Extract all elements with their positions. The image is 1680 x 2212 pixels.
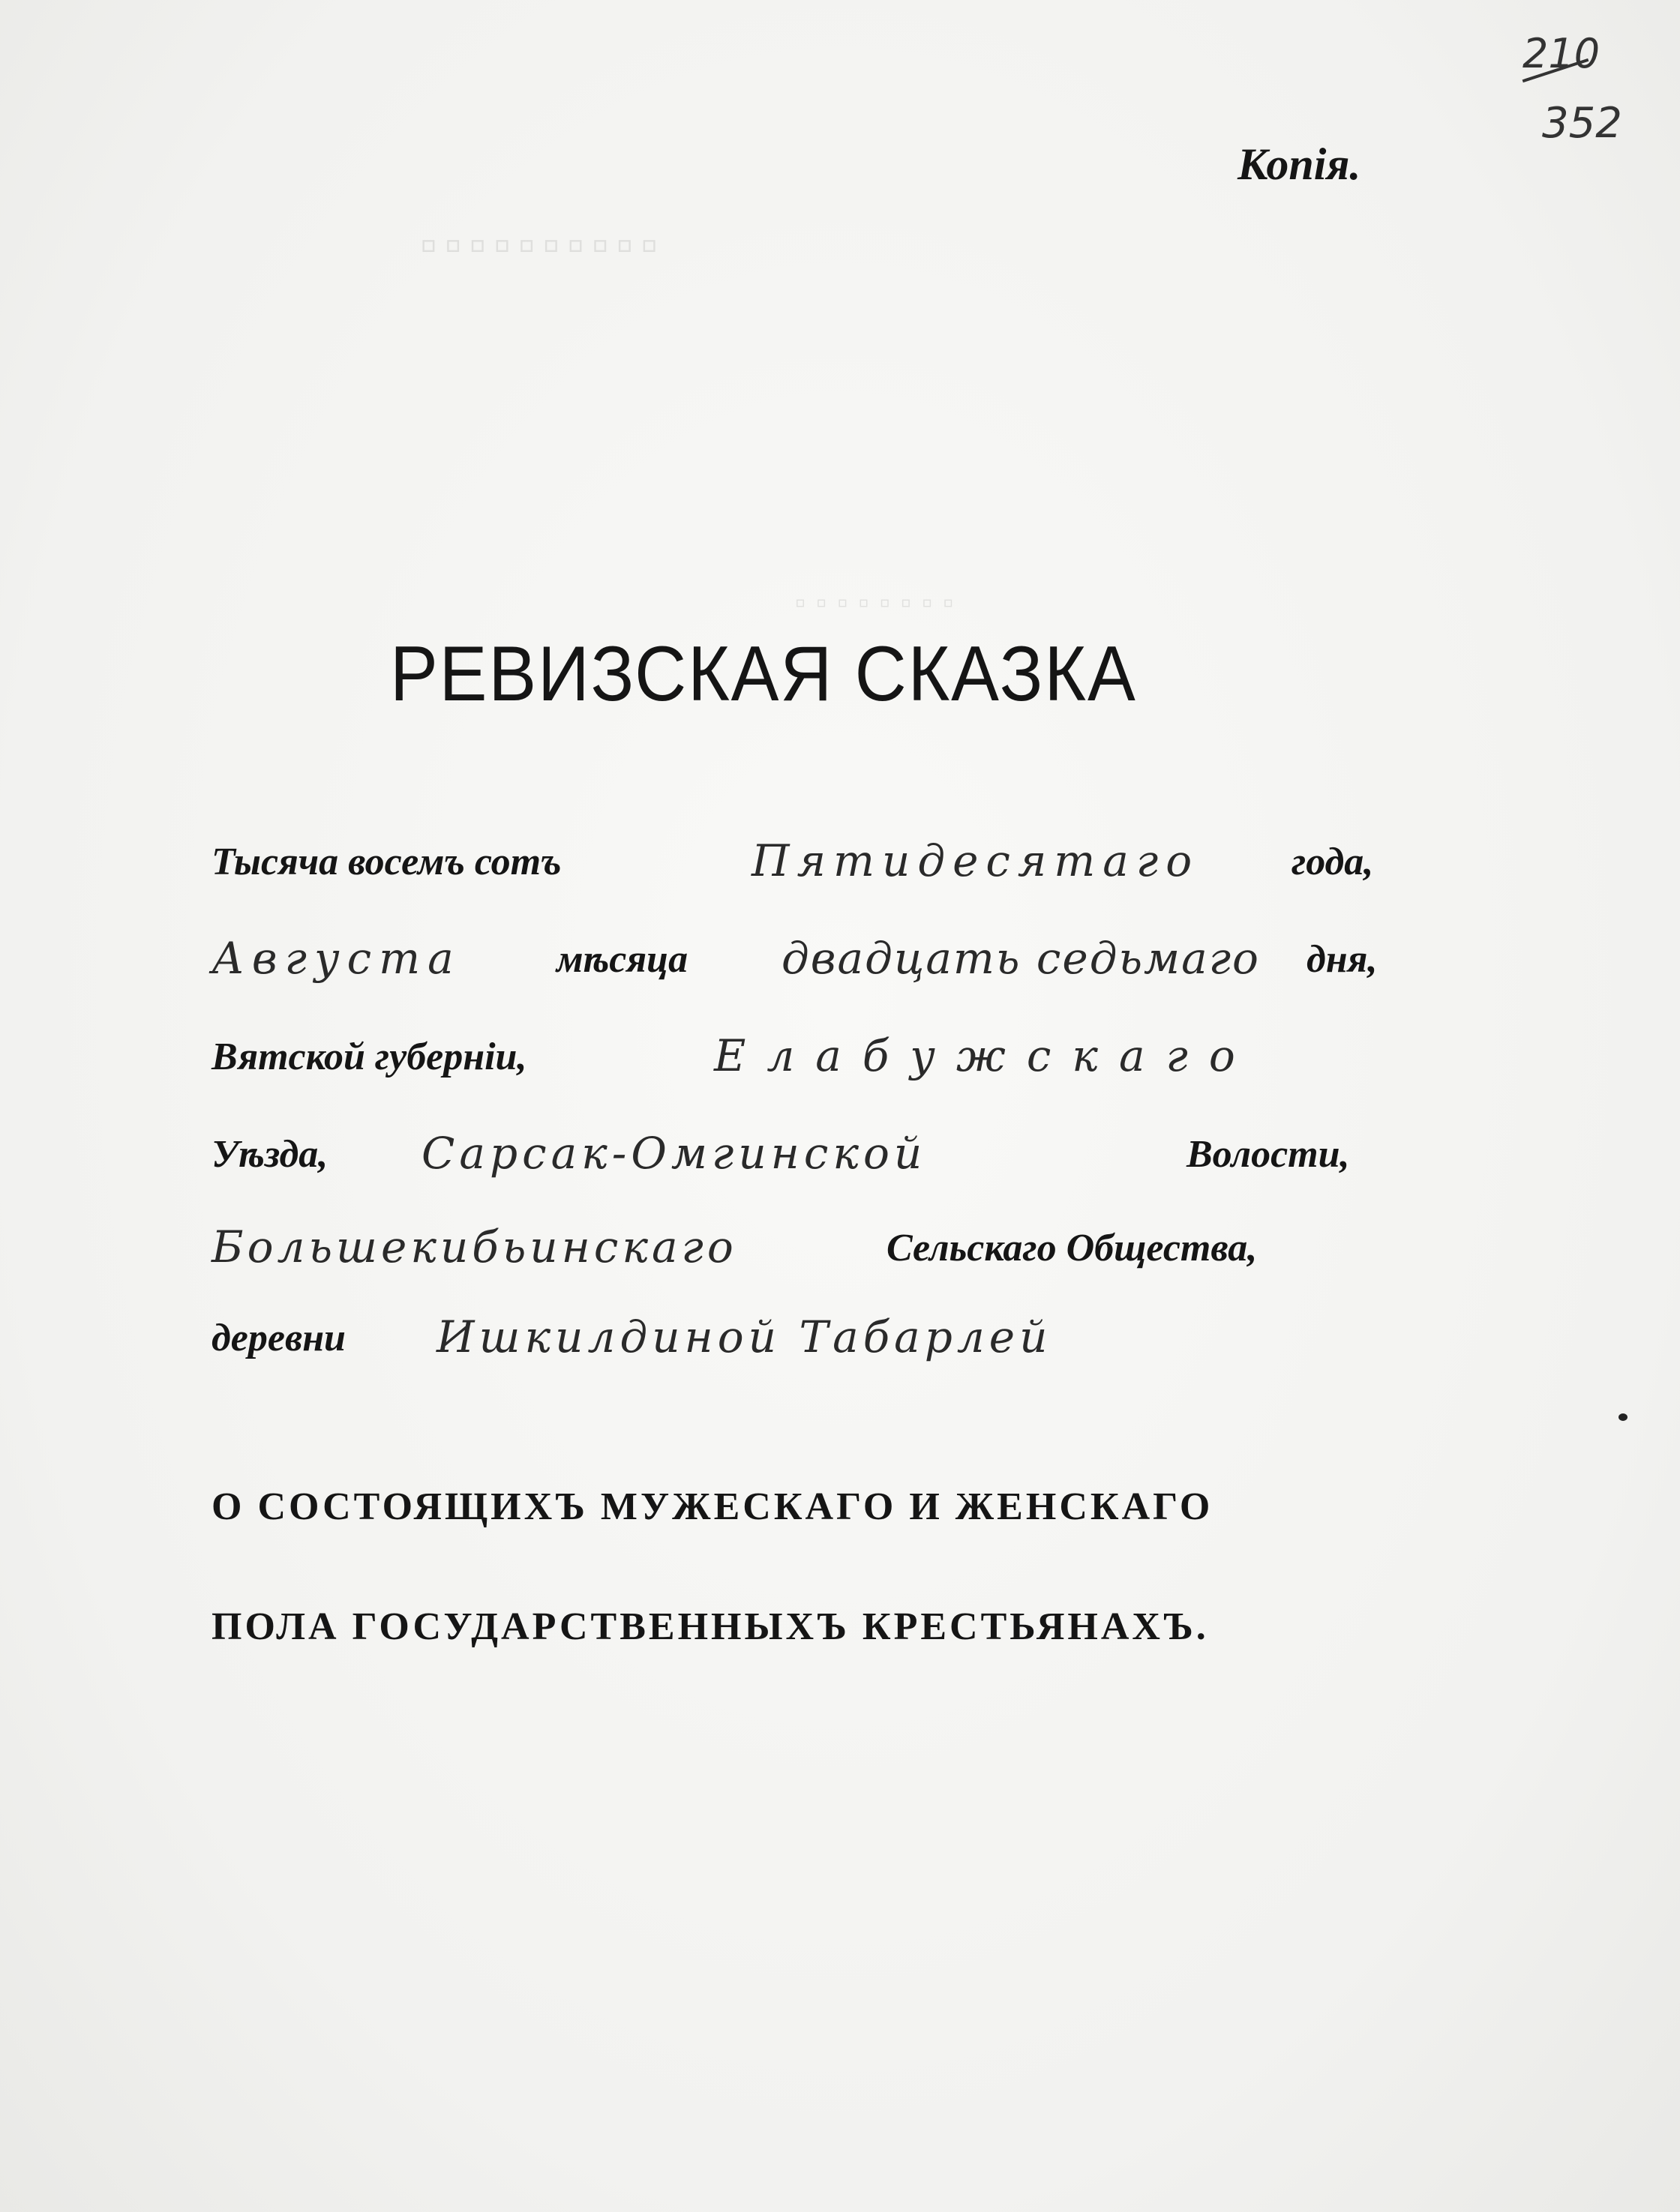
- bleed-through-texture: ▫▫▫▫▫▫▫▫▫▫: [420, 218, 665, 271]
- handwritten-district: Елабужскаго: [714, 1030, 1256, 1081]
- printed-text: Волости,: [1186, 1133, 1350, 1176]
- document-title: РЕВИЗСКАЯ СКАЗКА: [390, 631, 1137, 718]
- printed-text: Тысяча восемъ сотъ: [212, 841, 562, 883]
- printed-text: Уѣзда,: [212, 1133, 328, 1176]
- form-line-volost: [212, 1125, 1396, 1207]
- archive-page-number: [1515, 30, 1635, 165]
- form-line-province: [212, 1027, 1396, 1110]
- handwritten-year: Пятидесятаго: [752, 835, 1200, 886]
- subject-line-2: ПОЛА ГОСУДАРСТВЕННЫХЪ КРЕСТЬЯНАХЪ.: [212, 1605, 1209, 1648]
- form-line-year: [212, 832, 1396, 915]
- archive-number-old: 210: [1522, 30, 1600, 77]
- copy-label: Копія.: [1238, 139, 1361, 189]
- printed-text: года,: [1292, 841, 1374, 883]
- archive-number-new: 352: [1542, 99, 1622, 148]
- handwritten-village: Ишкилдиной Табарлей: [436, 1311, 1052, 1362]
- handwritten-day: двадцать седьмаго: [782, 933, 1260, 984]
- ink-speck: [1618, 1413, 1628, 1421]
- form-line-village: [212, 1308, 1396, 1391]
- form-line-society: [212, 1218, 1396, 1301]
- printed-text: Вятской губерніи,: [212, 1036, 527, 1078]
- printed-text: деревни: [212, 1317, 346, 1359]
- handwritten-society: Большекибьинскаго: [212, 1221, 737, 1272]
- handwritten-month: Августа: [212, 933, 461, 984]
- bleed-through-texture: ▫▫▫▫▫▫▫▫: [795, 586, 964, 619]
- printed-text: мѣсяца: [556, 938, 688, 981]
- printed-text: дня,: [1306, 938, 1378, 981]
- form-line-date: [212, 930, 1396, 1012]
- printed-text: Сельскаго Общества,: [886, 1227, 1258, 1269]
- subject-line-1: О СОСТОЯЩИХЪ МУЖЕСКАГО И ЖЕНСКАГО: [212, 1485, 1214, 1528]
- handwritten-volost: Сарсак-Омгинской: [422, 1128, 927, 1179]
